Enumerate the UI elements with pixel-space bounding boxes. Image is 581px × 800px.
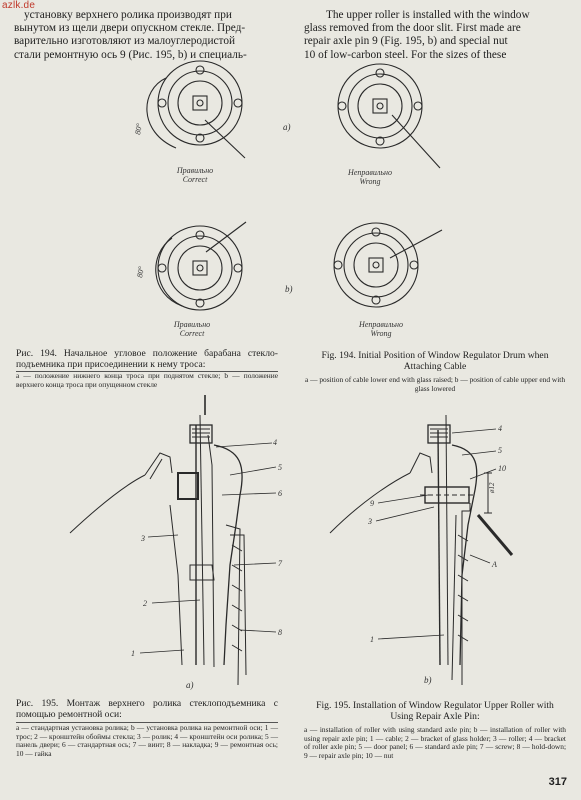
fig195-legend-ru: a — стандартная установка ролика; b — установка ролика на ремонтной оси; 1 — трос; 2 — кронштейн обоймы стекла; 3 — ролик; 4 — кронштейн оси ролика; 5 — панель двери; 6 — стандартная ось; 7 — винт; 8 — накладка; 9 — ремонтная ось; 10 — гайка [16,723,278,758]
text-line: стали ремонтную ось 9 (Рис. 195, b) и специаль- [14,48,247,61]
russian-intro-text [14,9,276,62]
callout-number: 1 [131,649,135,658]
text-line: The upper roller is installed with the window [326,9,530,21]
label-correct-a [165,166,225,184]
assembly-standard-axle [70,395,246,685]
callout-number: 3 [368,517,372,526]
callout-number: 4 [273,438,277,447]
callout-letter: A [492,560,497,569]
fig194-subfig-a-label: a) [283,122,291,132]
label-wrong-en: Wrong [359,177,381,186]
figure-194-drum-drawing [0,60,581,345]
callout-number: 2 [143,599,147,608]
callout-number: 3 [141,534,145,543]
dimension-label: ø12 [488,482,496,493]
fig195-subfig-b-label: b) [424,675,432,685]
text-line: 10 of low-carbon steel. For the sizes of these [304,48,507,61]
callout-number: 4 [498,424,502,433]
label-wrong-en: Wrong [370,329,392,338]
drum-correct-a [147,61,245,158]
angle-label-b: 80° [135,265,146,279]
angle-label-a: 80° [133,122,144,136]
page-number: 317 [548,776,567,788]
callout-number: 7 [278,559,282,568]
callout-number: 8 [278,628,282,637]
callout-number: 1 [370,635,374,644]
callout-number: 5 [498,446,502,455]
callout-number: 9 [370,499,374,508]
drum-wrong-b [334,223,442,307]
label-correct-en: Correct [182,175,208,184]
label-correct-ru: Правильно [176,166,214,175]
text-line: вынутом из щели двери опускном стекле. Пред- [14,22,246,35]
text-line: варительно изготовляют из малоуглеродистой [14,35,236,48]
figure-195-roller-drawing [0,395,581,690]
text-line: установку верхнего ролика производят при [24,9,232,21]
drum-correct-b [156,222,246,310]
text-line: glass removed from the door slit. First made are [304,22,521,35]
fig194-legend-en: a — position of cable lower end with glass raised; b — position of cable upper end with glass lowered [304,375,566,393]
label-correct-en: Correct [179,329,205,338]
label-correct-b [162,320,222,338]
callout-number: 10 [498,464,506,473]
label-correct-ru: Правильно [173,320,211,329]
assembly-repair-axle [330,415,512,685]
fig195-caption-en: Fig. 195. Installation of Window Regulator Upper Roller with Using Repair Axle Pin: [316,700,554,722]
fig194-legend-ru: a — положение нижнего конца троса при поднятом стекле; b — положение верхнего конца троса при опущенном стекле [16,371,278,389]
fig195-caption-ru: Рис. 195. Монтаж верхнего ролика стеклоподъемника с помощью ремонтной оси: [16,698,278,720]
fig194-subfig-b-label: b) [285,284,293,294]
callout-number: 6 [278,489,282,498]
drum-wrong-a [338,64,440,168]
site-watermark: azlk.de [2,0,36,11]
fig195-legend-en: a — installation of roller with using standard axle pin; b — installation of roller with using repair axle pin; 1 — cable; 2 — bracket of glass holder; 3 — roller; 4 — bracket of roller axle pin; 5 — door panel; 6 — standard axle pin; 7 — screw; 8 — hold-down; 9 — repair axle pin; 10 — nut [304,725,566,760]
english-intro-text [304,9,566,62]
label-wrong-ru: Неправильно [348,168,392,177]
text-line: repair axle pin 9 (Fig. 195, b) and special nut [304,35,508,48]
callout-number: 5 [278,463,282,472]
label-wrong-b [346,320,416,338]
fig194-caption-ru: Рис. 194. Начальное угловое положение барабана стекло-подъемника при присоединении к нему троса: [16,348,278,370]
label-wrong-ru: Неправильно [359,320,403,329]
fig195-subfig-a-label: a) [186,680,194,690]
fig194-caption-en: Fig. 194. Initial Position of Window Regulator Drum when Attaching Cable [321,350,549,372]
label-wrong-a [335,168,405,186]
